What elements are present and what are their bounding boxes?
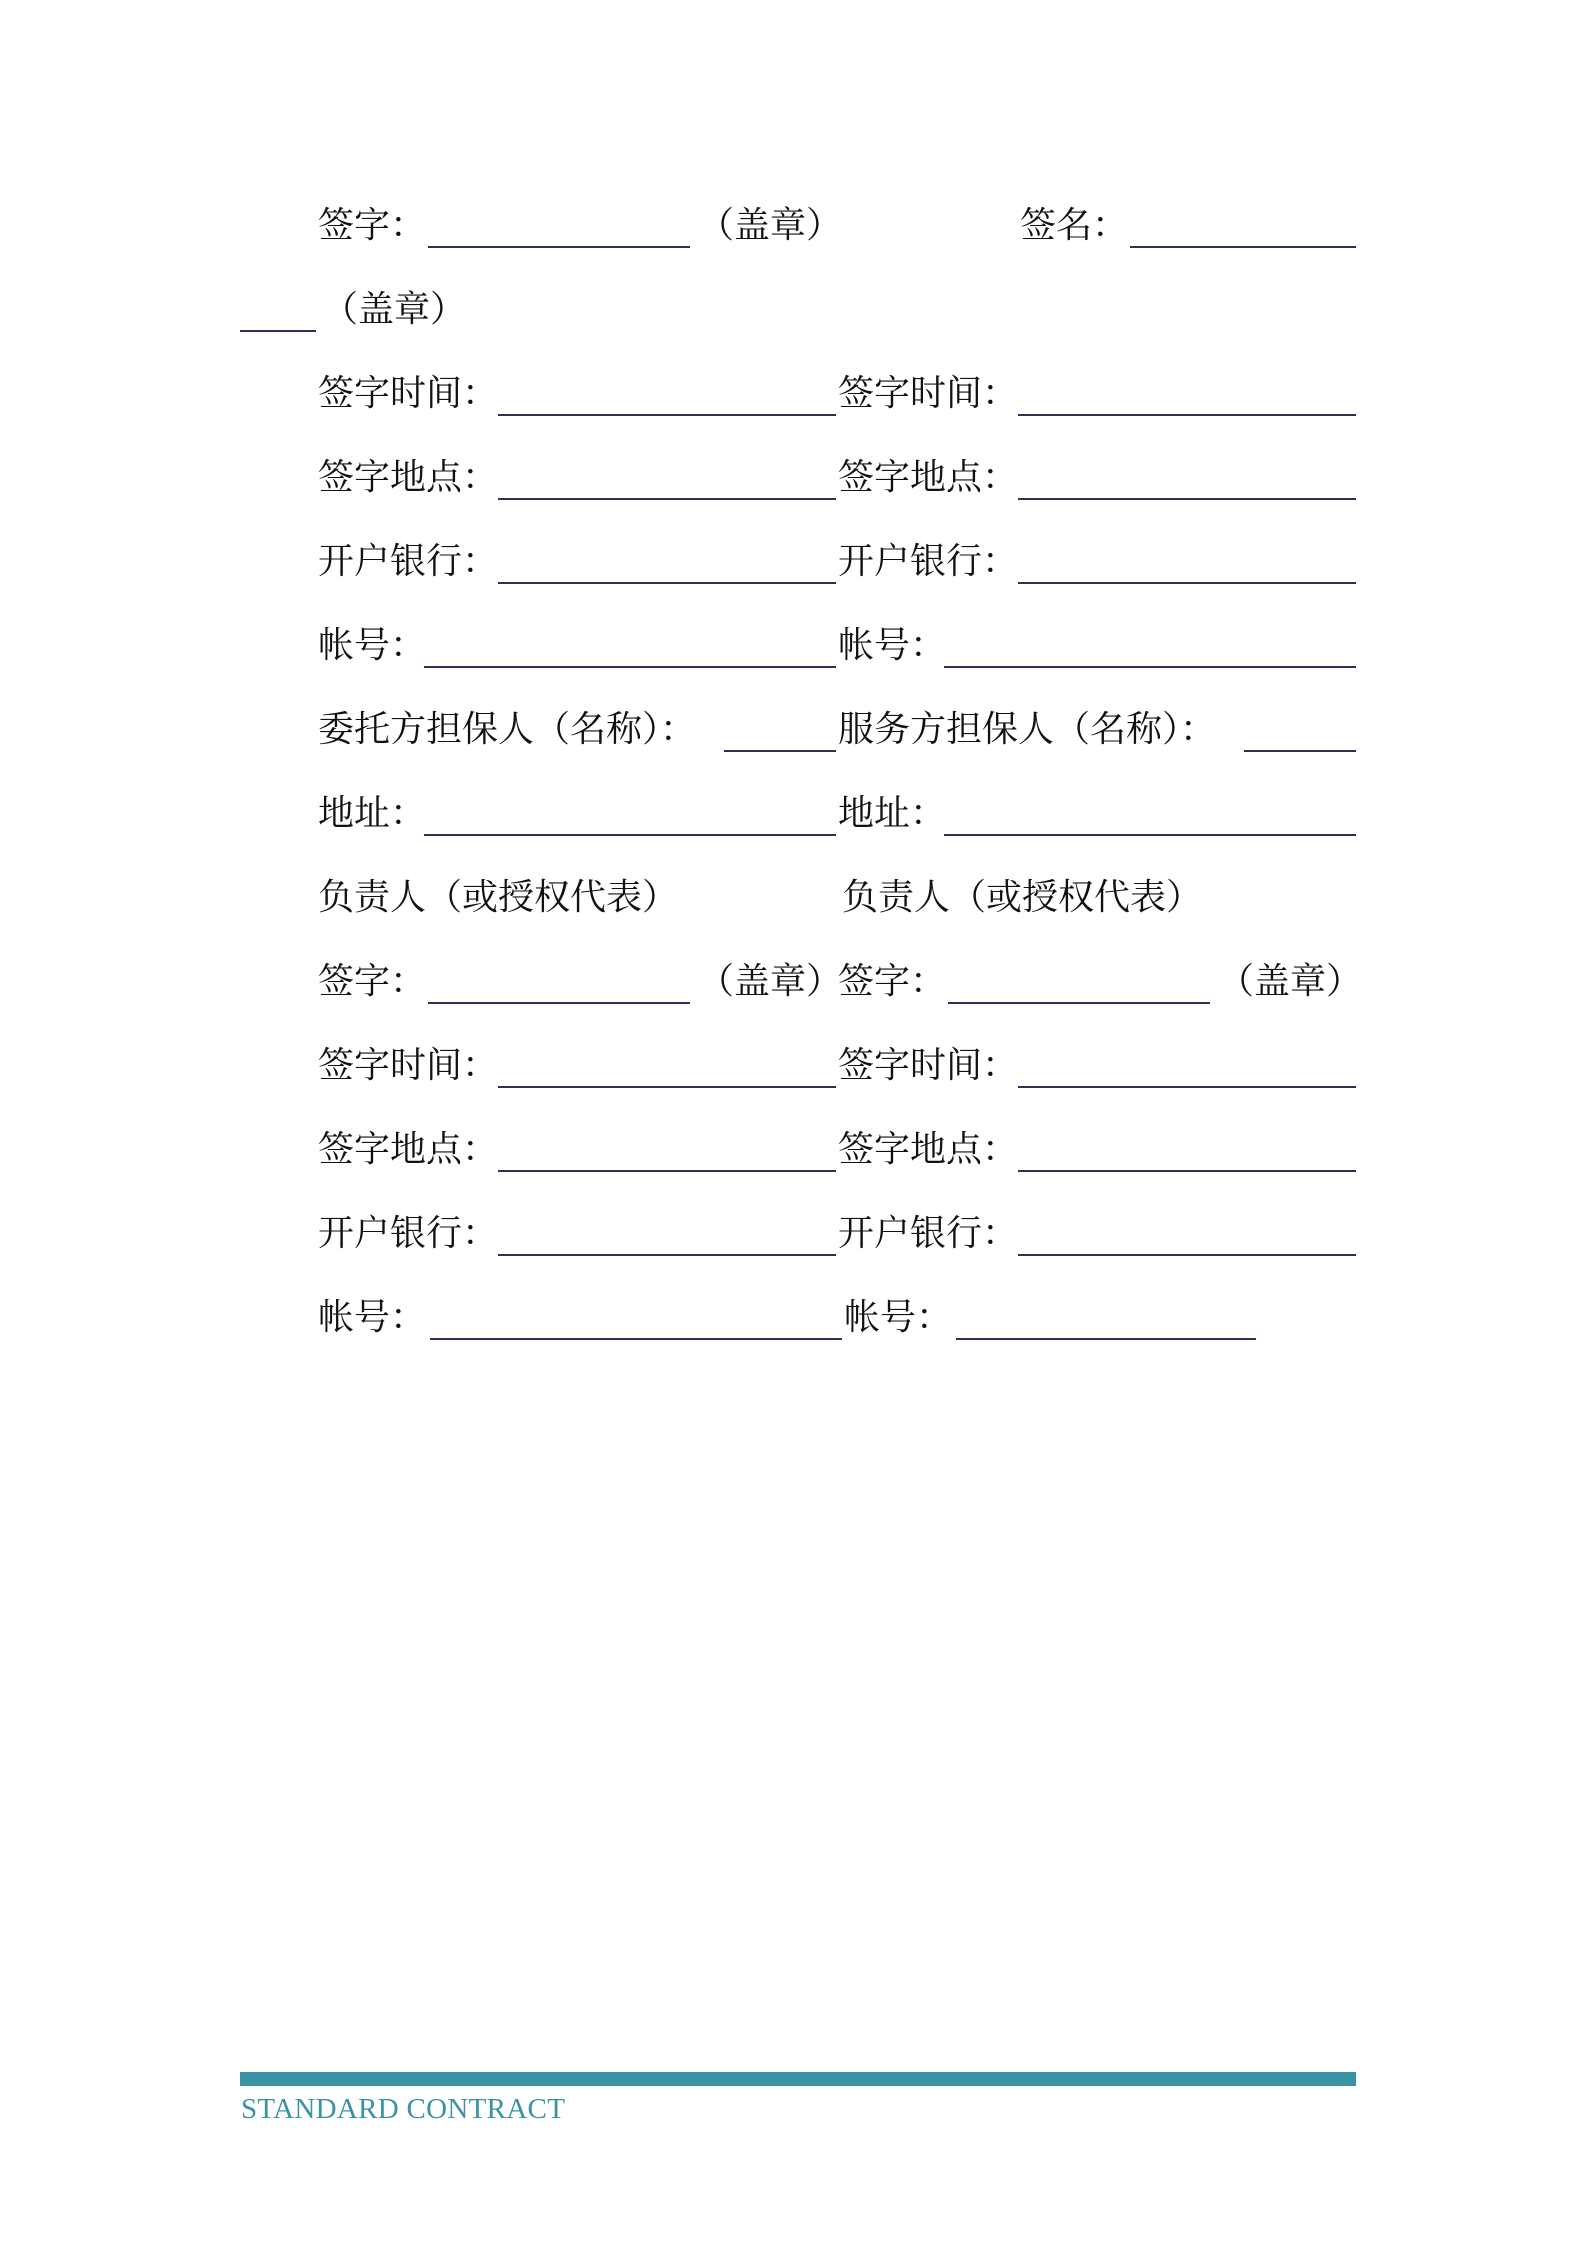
sign-time-blank-right[interactable] <box>1018 414 1356 416</box>
rep-signature-blank-right[interactable] <box>948 1002 1210 1004</box>
address-blank-left[interactable] <box>424 834 836 836</box>
rep-sign-place-label-left: 签字地点： <box>318 1129 499 1170</box>
account-label-left: 帐号： <box>318 625 427 666</box>
rep-sign-place-label-right: 签字地点： <box>838 1129 1019 1170</box>
provider-guarantor-blank[interactable] <box>1244 750 1356 752</box>
rep-account-blank-left[interactable] <box>430 1338 842 1340</box>
representative-label-right: 负责人（或授权代表） <box>842 877 1203 918</box>
rep-account-blank-right[interactable] <box>956 1338 1256 1340</box>
sign-time-label-right: 签字时间： <box>838 373 1019 414</box>
account-label-right: 帐号： <box>838 625 947 666</box>
sign-place-label-right: 签字地点： <box>838 457 1019 498</box>
rep-bank-label-left: 开户银行： <box>318 1213 499 1254</box>
client-guarantor-label: 委托方担保人（名称）： <box>318 709 697 750</box>
rep-sign-place-blank-right[interactable] <box>1018 1170 1356 1172</box>
client-guarantor-blank[interactable] <box>724 750 836 752</box>
rep-sign-place-blank-left[interactable] <box>498 1170 836 1172</box>
address-label-right: 地址： <box>838 793 947 834</box>
rep-account-label-right: 帐号： <box>844 1297 953 1338</box>
rep-sign-time-blank-right[interactable] <box>1018 1086 1356 1088</box>
rep-bank-blank-left[interactable] <box>498 1254 836 1256</box>
seal-wrap-label: （盖章） <box>322 289 467 330</box>
address-label-left: 地址： <box>318 793 427 834</box>
rep-account-label-left: 帐号： <box>318 1297 427 1338</box>
sign-place-blank-left[interactable] <box>498 498 836 500</box>
rep-seal-label-left: （盖章） <box>698 961 843 1002</box>
representative-label-left: 负责人（或授权代表） <box>318 877 679 918</box>
signature-label: 签字： <box>318 205 427 246</box>
provider-guarantor-label: 服务方担保人（名称）： <box>838 709 1217 750</box>
rep-sign-time-label-left: 签字时间： <box>318 1045 499 1086</box>
rep-sign-time-label-right: 签字时间： <box>838 1045 1019 1086</box>
account-blank-left[interactable] <box>424 666 836 668</box>
sign-name-blank[interactable] <box>1130 246 1356 248</box>
sign-name-blank-continued[interactable] <box>240 330 316 332</box>
rep-sign-time-blank-left[interactable] <box>498 1086 836 1088</box>
footer-bar <box>240 2072 1356 2086</box>
rep-seal-label-right: （盖章） <box>1218 961 1363 1002</box>
bank-label-left: 开户银行： <box>318 541 499 582</box>
sign-place-label-left: 签字地点： <box>318 457 499 498</box>
sign-name-label: 签名： <box>1020 205 1129 246</box>
address-blank-right[interactable] <box>944 834 1356 836</box>
bank-label-right: 开户银行： <box>838 541 1019 582</box>
account-blank-right[interactable] <box>944 666 1356 668</box>
signature-blank[interactable] <box>428 246 690 248</box>
sign-place-blank-right[interactable] <box>1018 498 1356 500</box>
bank-blank-left[interactable] <box>498 582 836 584</box>
sign-time-label-left: 签字时间： <box>318 373 499 414</box>
rep-signature-label-left: 签字： <box>318 961 427 1002</box>
rep-signature-blank-left[interactable] <box>428 1002 690 1004</box>
footer-text: STANDARD CONTRACT <box>241 2093 566 2125</box>
seal-label: （盖章） <box>698 205 843 246</box>
bank-blank-right[interactable] <box>1018 582 1356 584</box>
rep-bank-label-right: 开户银行： <box>838 1213 1019 1254</box>
rep-bank-blank-right[interactable] <box>1018 1254 1356 1256</box>
rep-signature-label-right: 签字： <box>838 961 947 1002</box>
sign-time-blank-left[interactable] <box>498 414 836 416</box>
